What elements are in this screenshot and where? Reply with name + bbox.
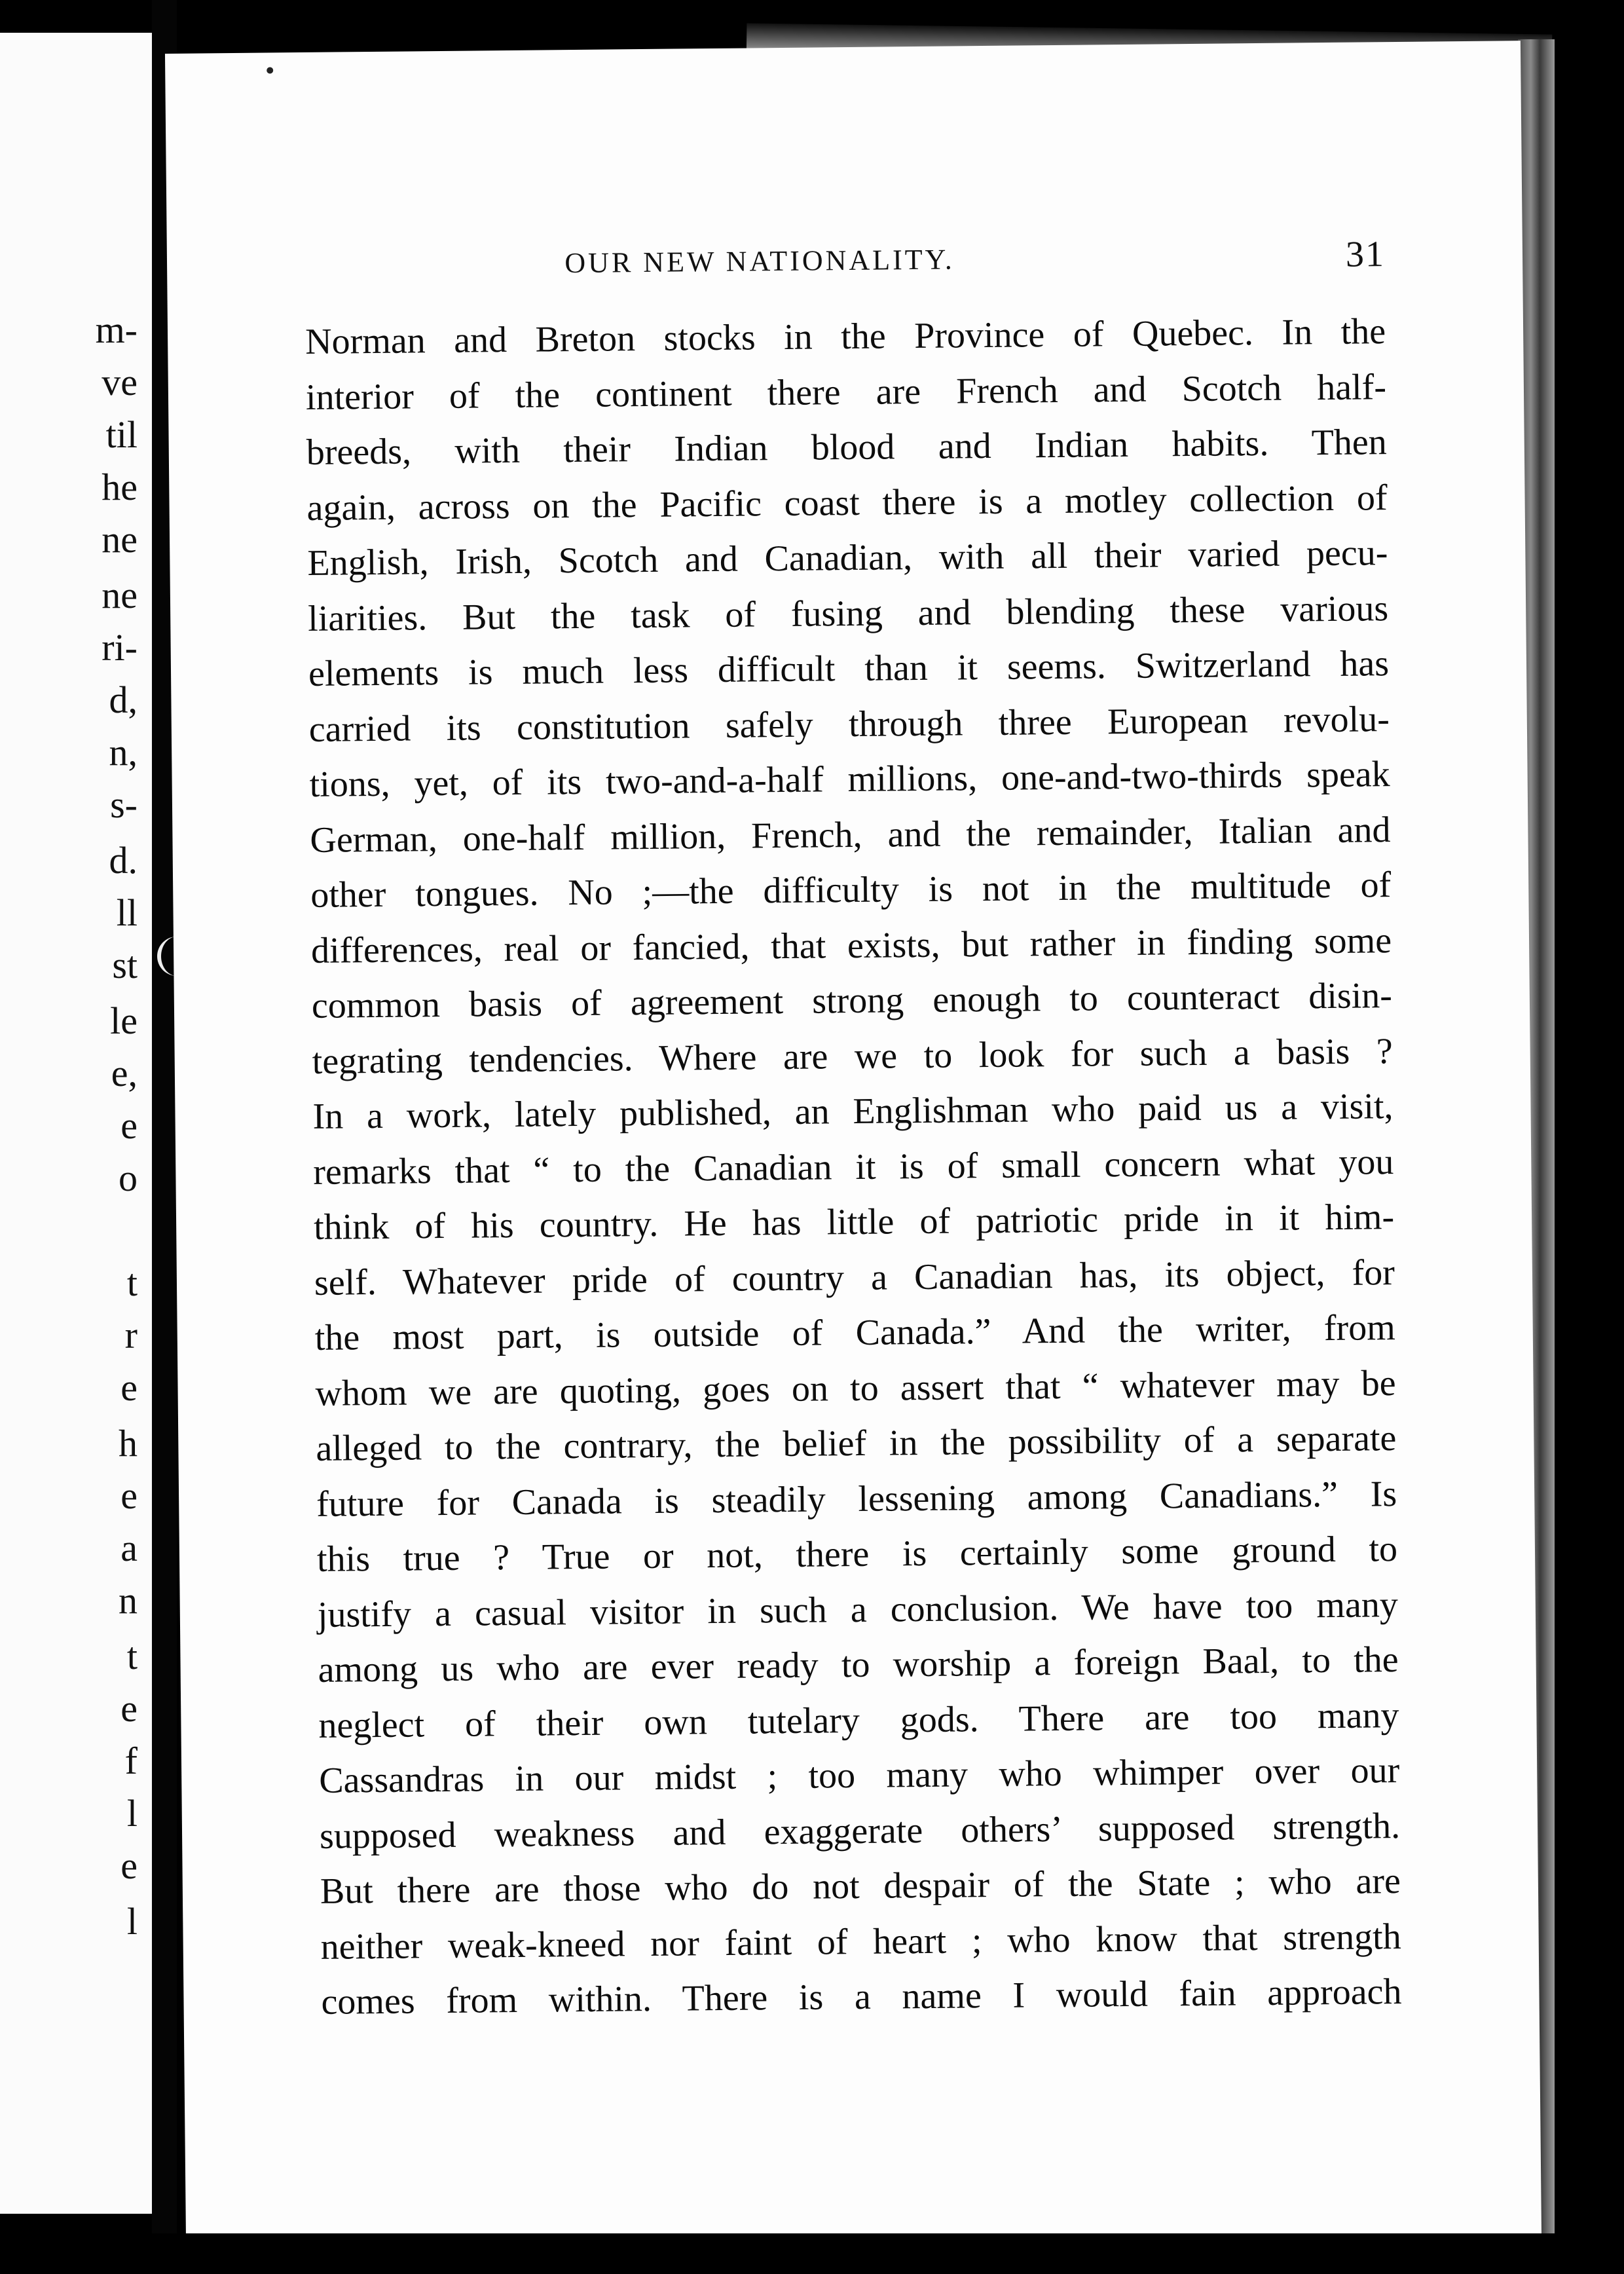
text-line: Cassandras in our midst ; too many who whimper over our (318, 1750, 1400, 1801)
facing-page-fragment-text: le (110, 999, 138, 1042)
facing-page-fragment-text: ne (101, 574, 138, 616)
facing-page-fragment-text: e (120, 1366, 138, 1409)
ink-speck (267, 67, 273, 73)
facing-page-fragment-text: a (120, 1527, 138, 1569)
text-line: comes from within. There is a name I would fain approach (321, 1971, 1402, 2022)
text-line: neither weak-kneed nor faint of heart ; who know that strength (320, 1916, 1401, 1967)
facing-page-fragment-text: h (119, 1422, 138, 1464)
text-line: justify a casual visitor in such a conclusion. We have too many (317, 1584, 1399, 1635)
facing-page-fragment-text: he (101, 466, 138, 508)
facing-page-fragment-text: t (126, 1635, 138, 1677)
facing-page-fragment-text: d, (109, 679, 138, 721)
facing-page-fragment-text: e (120, 1104, 138, 1147)
facing-page-fragment-text: n, (109, 731, 138, 774)
text-line: again, across on the Pacific coast there is a motley collection of (306, 477, 1388, 529)
text-line: breeds, with their Indian blood and Indian habits. Then (306, 422, 1388, 473)
facing-page-fragment-text: m- (95, 308, 138, 351)
text-line: elements is much less difficult than it seems. Switzerland has (308, 643, 1390, 694)
running-head: OUR NEW NATIONALITY. (564, 243, 955, 280)
text-line: neglect of their own tutelary gods. There are too many (318, 1694, 1399, 1746)
text-line: differences, real or fancied, that exists, but rather in finding some (310, 920, 1392, 971)
text-line: future for Canada is steadily lessening among Canadians.” Is (316, 1473, 1397, 1525)
text-line: Norman and Breton stocks in the Province of Quebec. In the (304, 311, 1386, 362)
facing-page-fragment-text: ve (101, 361, 138, 403)
facing-page-fragment (0, 33, 152, 2214)
text-line: But there are those who do not despair of the State ; who are (320, 1861, 1401, 1912)
facing-page-fragment-text: e (120, 1474, 138, 1517)
facing-page-fragment-text: t (126, 1261, 138, 1304)
facing-page-text-fragments (0, 33, 152, 2214)
book-page (165, 41, 1541, 2249)
page-number: 31 (1345, 234, 1386, 275)
facing-page-fragment-text: st (112, 944, 138, 986)
text-line: whom we are quoting, goes on to assert that “ whatever may be (315, 1362, 1396, 1414)
body-text (305, 304, 1402, 2030)
text-line: carried its constitution safely through three European revolu- (308, 698, 1390, 750)
facing-page-fragment-text: e (120, 1687, 138, 1730)
facing-page-fragment-text: ll (116, 891, 138, 934)
facing-page-fragment-text: l (126, 1792, 138, 1835)
facing-page-fragment-text: til (105, 413, 138, 456)
scan-bottom-border (0, 2233, 1624, 2274)
text-line: common basis of agreement strong enough to counteract disin- (311, 975, 1393, 1026)
text-line: supposed weakness and exaggerate others’ supposed strength. (319, 1805, 1401, 1857)
text-line: this true ? True or not, there is certainly some ground to (316, 1529, 1398, 1580)
facing-page-fragment-text: ne (101, 518, 138, 561)
facing-page-fragment-text: e (120, 1844, 138, 1887)
text-line: self. Whatever pride of country a Canadian has, its object, for (314, 1252, 1395, 1303)
text-line: German, one-half million, French, and the remainder, Italian and (310, 809, 1391, 861)
text-line: alleged to the contrary, the belief in the possibility of a separate (316, 1418, 1397, 1469)
text-line: tions, yet, of its two-and-a-half millions, one-and-two-thirds speak (309, 754, 1390, 805)
facing-page-fragment-text: n (119, 1579, 138, 1622)
facing-page-fragment-text: f (124, 1740, 138, 1782)
text-line: the most part, is outside of Canada.” And the writer, from (314, 1307, 1396, 1358)
text-line: remarks that “ to the Canadian it is of small concern what you (313, 1141, 1394, 1193)
text-line: English, Irish, Scotch and Canadian, with all their varied pecu- (307, 532, 1388, 584)
text-line: liarities. But the task of fusing and blending these various (307, 587, 1389, 639)
facing-page-fragment-text: l (126, 1900, 138, 1943)
text-line: other tongues. No ;—the difficulty is not in the multitude of (310, 865, 1392, 916)
facing-page-fragment-text: e, (111, 1052, 138, 1094)
text-line: interior of the continent there are French and Scotch half- (305, 366, 1387, 418)
text-line: In a work, lately published, an Englishman who paid us a visit, (312, 1086, 1393, 1137)
text-line: among us who are ever ready to worship a foreign Baal, to the (318, 1639, 1399, 1690)
text-line: think of his country. He has little of patriotic pride in it him- (313, 1197, 1395, 1248)
facing-page-fragment-text: o (119, 1157, 138, 1199)
facing-page-fragment-text: r (124, 1314, 138, 1356)
text-line: tegrating tendencies. Where are we to look for such a basis ? (312, 1030, 1393, 1082)
facing-page-fragment-text: ri- (101, 626, 138, 669)
facing-page-fragment-text: d. (109, 839, 138, 882)
facing-page-fragment-text: s- (110, 783, 138, 826)
